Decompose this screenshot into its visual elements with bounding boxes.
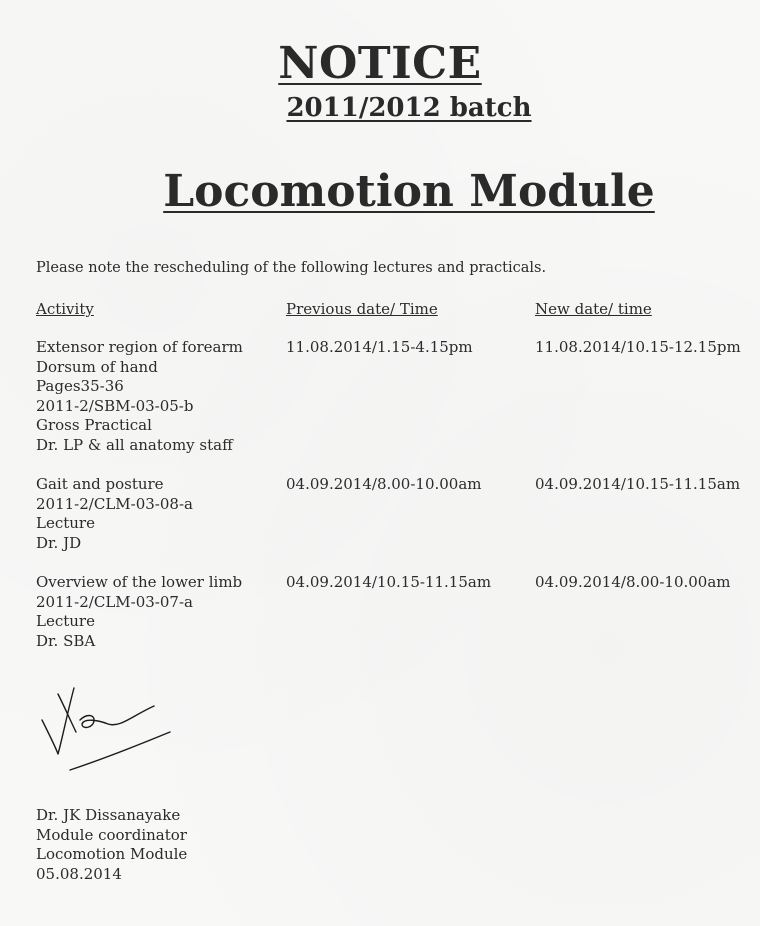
table-row-activity [36, 338, 243, 455]
table-row-activity [36, 573, 242, 651]
activity-line: Overview of the lower limb [36, 573, 243, 591]
signoff-role: Module coordinator [36, 825, 187, 844]
table-row-new: 11.08.2014/10.15-12.15pm [535, 338, 741, 356]
activity-line: Dr. LP & all anatomy staff [36, 435, 233, 454]
activity-line: Dr. SBA [36, 631, 96, 650]
table-row-previous: 04.09.2014/10.15-11.15am [286, 573, 492, 591]
activity-line: 2011-2/CLM-03-08-a [36, 494, 193, 513]
activity-line: Lecture [36, 612, 95, 630]
signoff-module: Locomotion Module [36, 845, 188, 863]
activity-line: Dorsum of hand [36, 357, 158, 376]
signoff-block [36, 806, 187, 884]
activity-line: Dr. JD [36, 533, 82, 552]
signoff-date: 05.08.2014 [36, 864, 122, 883]
table-row-activity [36, 475, 193, 553]
table-row-new: 04.09.2014/10.15-11.15am [535, 475, 741, 493]
activity-line: Gross Practical [36, 416, 152, 434]
signature-mark [36, 680, 176, 775]
batch-subtitle: 2011/2012 batch [286, 93, 532, 123]
activity-line: 2011-2/CLM-03-07-a [36, 592, 193, 611]
activity-line: 2011-2/SBM-03-05-b [36, 396, 194, 415]
activity-line: Extensor region of forearm [36, 338, 243, 356]
intro-text: Please note the rescheduling of the following lectures and practicals. [36, 260, 547, 276]
table-row-previous: 11.08.2014/1.15-4.15pm [286, 338, 473, 356]
activity-line: Pages35-36 [36, 377, 124, 395]
column-header-previous: Previous date/ Time [286, 300, 438, 318]
column-header-activity: Activity [36, 300, 94, 318]
activity-line: Gait and posture [36, 475, 164, 493]
notice-title: NOTICE [278, 38, 482, 89]
module-heading: Locomotion Module [163, 166, 655, 217]
table-row-previous: 04.09.2014/8.00-10.00am [286, 475, 482, 493]
table-row-new: 04.09.2014/8.00-10.00am [535, 573, 731, 591]
column-header-new: New date/ time [535, 300, 652, 318]
activity-line: Lecture [36, 514, 95, 532]
signoff-name: Dr. JK Dissanayake [36, 806, 181, 824]
